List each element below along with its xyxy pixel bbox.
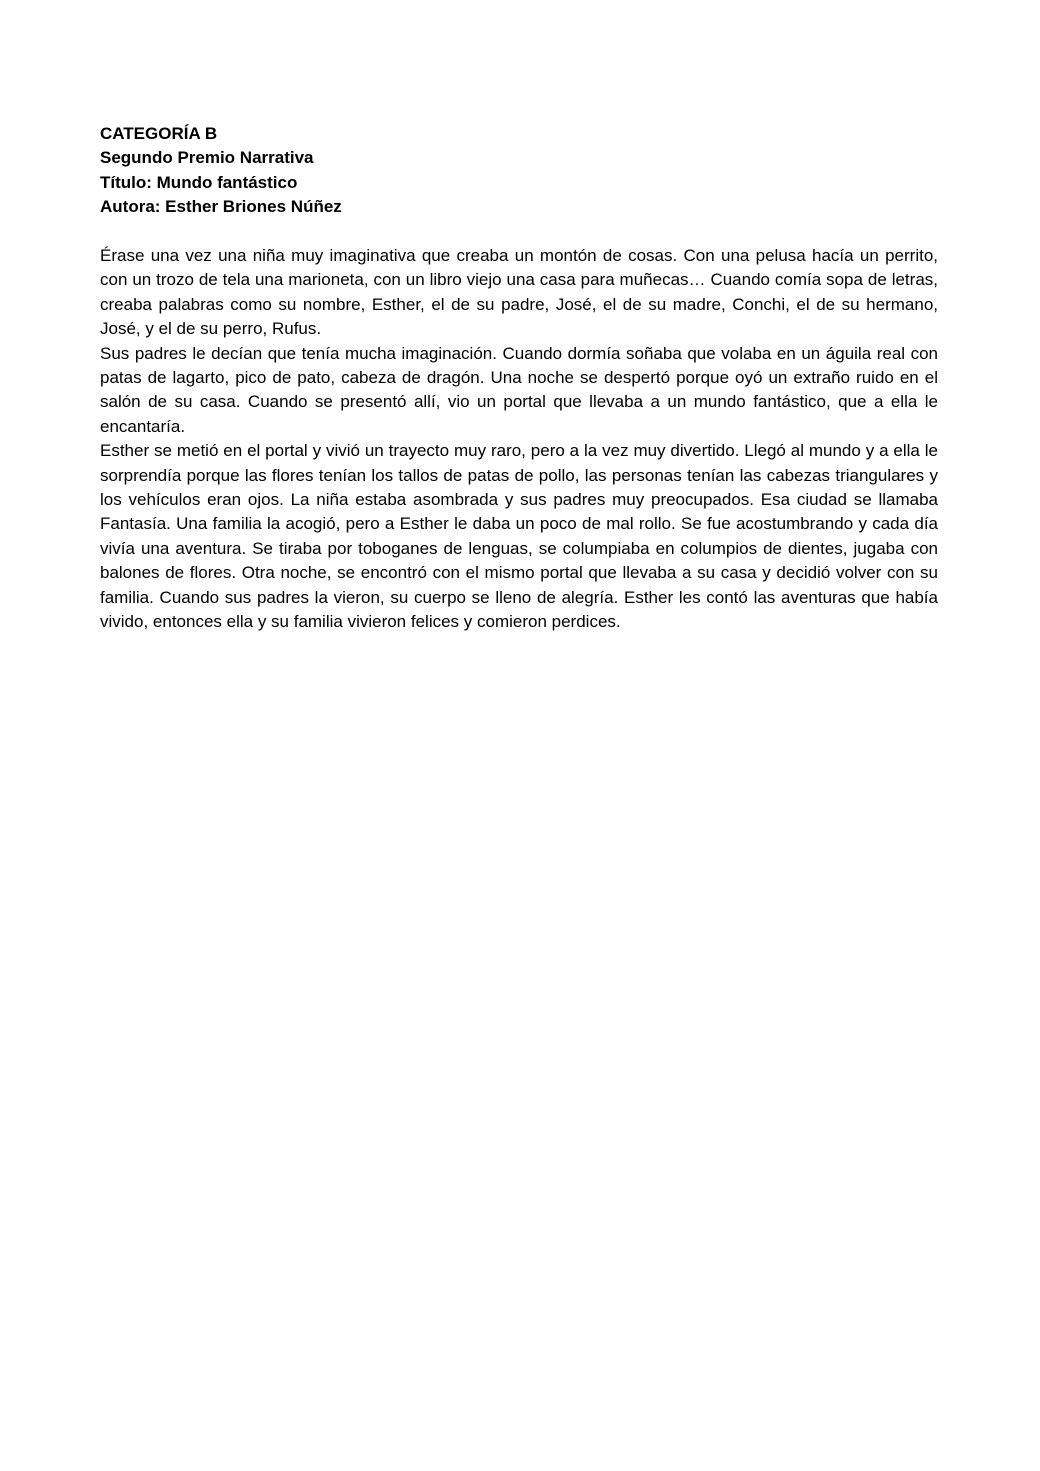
story-paragraph-3: Esther se metió en el portal y vivió un trayecto muy raro, pero a la vez muy divertido. Llegó al mundo y a ella le sorprendía porque las flores tenían los tallos de patas de pollo, las personas tenían las cabezas triangulares y los vehículos eran ojos. La niña estaba asombrada y sus padres muy preocupados. Esa ciudad se llamaba Fantasía. Una familia la acogió, pero a Esther le daba un poco de mal rollo. Se fue acostumbrando y cada día vivía una aventura. Se tiraba por toboganes de lenguas, se columpiaba en columpios de dientes, jugaba con balones de flores. Otra noche, se encontró con el mismo portal que llevaba a su casa y decidió volver con su familia. Cuando sus padres la vieron, su cuerpo se lleno de alegría. Esther les contó las aventuras que había vivido, entonces ella y su familia vivieron felices y comieron perdices. [100, 441, 938, 632]
header-author-line: Autora: Esther Briones Núñez [100, 197, 342, 217]
story-paragraph-2: Sus padres le decían que tenía mucha imaginación. Cuando dormía soñaba que volaba en un águila real con patas de lagarto, pico de pato, cabeza de dragón. Una noche se despertó porque oyó un extraño ruido en el salón de su casa. Cuando se presentó allí, vio un portal que llevaba a un mundo fantástico, que a ella le encantaría. [100, 343, 938, 436]
document-header [100, 122, 938, 220]
story-text [100, 244, 938, 635]
header-award-line: Segundo Premio Narrativa [100, 148, 314, 168]
header-category-line: CATEGORÍA B [100, 124, 218, 143]
header-title-line: Título: Mundo fantástico [100, 172, 298, 192]
story-paragraph-1: Érase una vez una niña muy imaginativa que creaba un montón de cosas. Con una pelusa hacía un perrito, con un trozo de tela una marioneta, con un libro viejo una casa para muñecas… Cuando comía sopa de letras, creaba palabras como su nombre, Esther, el de su padre, José, el de su madre, Conchi, el de su hermano, José, y el de su perro, Rufus. [100, 246, 938, 339]
